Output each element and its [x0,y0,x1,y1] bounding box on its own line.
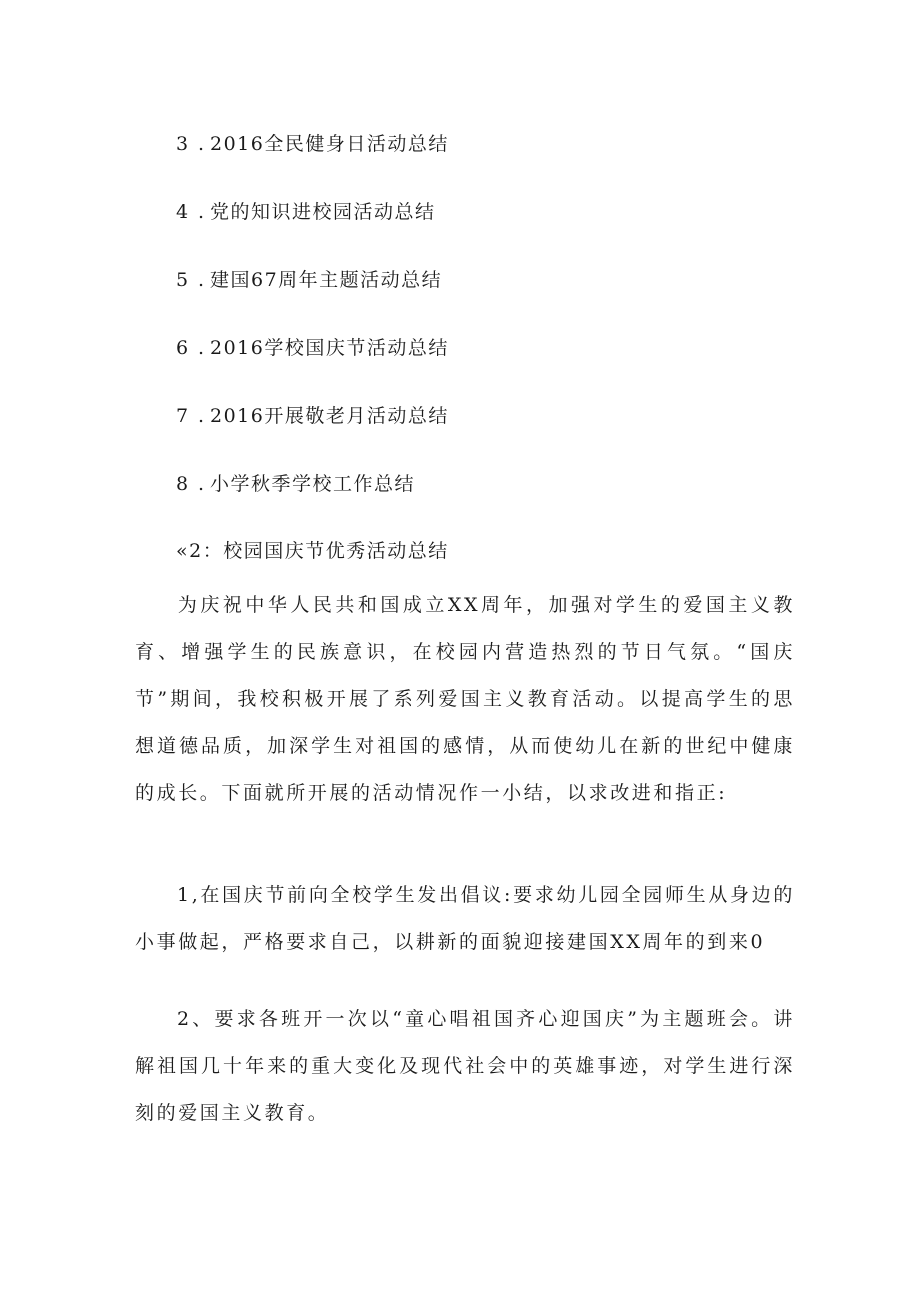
section-title: «2：校园国庆节优秀活动总结 [176,540,449,562]
toc-item [176,333,449,360]
paragraph-text: 1,在国庆节前向全校学生发出倡议:要求幼儿园全园师生从身边的小事做起，严格要求自己，以耕新的面貌迎接建国XX周年的到来0 [135,884,795,953]
toc-item [176,469,415,496]
toc-item-text: 2016开展敬老月活动总结 [210,405,449,427]
paragraph-text: 2、要求各班开一次以“童心唱祖国齐心迎国庆”为主题班会。讲解祖国几十年来的重大变化及现代社会中的英雄事迹，对学生进行深刻的爱国主义教育。 [135,1008,795,1124]
toc-item [176,265,442,292]
body-paragraph [135,872,795,966]
toc-item-text: 2016全民健身日活动总结 [210,133,449,155]
toc-item-separator: . [198,133,206,155]
toc-item-text: 2016学校国庆节活动总结 [210,337,449,359]
body-paragraph [135,996,795,1137]
toc-item-number: 8 [176,473,190,495]
toc-item-number: 6 [176,337,190,359]
toc-item-text: 小学秋季学校工作总结 [210,473,416,495]
toc-item-separator: . [198,405,206,427]
toc-item-number: 3 [176,133,190,155]
toc-item-number: 7 [176,405,190,427]
toc-item [176,129,449,156]
toc-item-separator: . [198,473,206,495]
toc-item-separator: . [198,201,206,223]
toc-item-separator: . [198,337,206,359]
body-paragraph [135,582,795,817]
toc-item [176,197,436,224]
toc-item [176,401,449,428]
toc-item-separator: . [198,269,206,291]
paragraph-text: 为庆祝中华人民共和国成立XX周年，加强对学生的爱国主义教育、增强学生的民族意识，在校园内营造热烈的节日气氛。“国庆节”期间，我校积极开展了系列爱国主义教育活动。以提高学生的思想道德品质，加深学生对祖国的感情，从而使幼儿在新的世纪中健康的成长。下面就所开展的活动情况作一小结，以求改进和指正: [135,594,795,804]
toc-item-text: 建国67周年主题活动总结 [210,269,443,291]
toc-item-number: 5 [176,269,190,291]
toc-item-text: 党的知识进校园活动总结 [210,201,436,223]
toc-item-number: 4 [176,201,190,223]
